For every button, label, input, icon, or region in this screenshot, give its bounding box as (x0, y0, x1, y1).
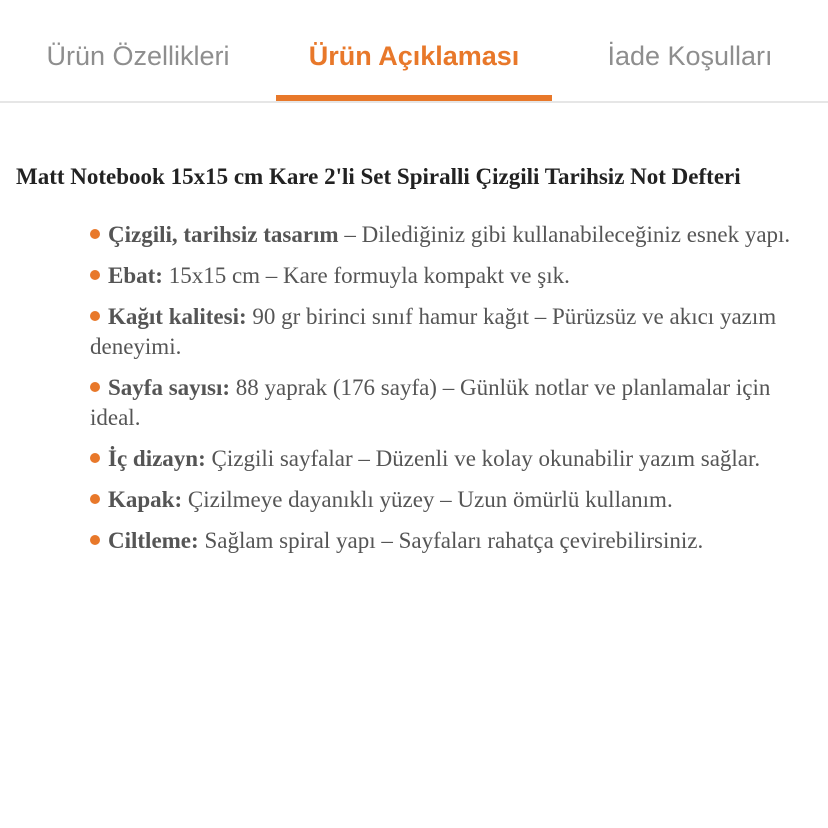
tab-product-description[interactable]: Ürün Açıklaması (308, 41, 520, 71)
feature-text: 90 gr birinci sınıf hamur kağıt – Pürüzsüz ve akıcı yazım deneyimi. (90, 304, 777, 359)
feature-text: – Dilediğiniz gibi kullanabileceğiniz esnek yapı. (338, 222, 791, 247)
bullet-dot-icon (90, 270, 100, 280)
feature-label: Sayfa sayısı: (108, 375, 231, 400)
list-item (90, 302, 816, 362)
list-item (90, 444, 816, 474)
feature-label: Ciltleme: (108, 528, 199, 553)
bullet-dot-icon (90, 382, 100, 392)
list-item (90, 485, 816, 515)
feature-label: Çizgili, tarihsiz tasarım (108, 222, 339, 247)
tab-bar (0, 0, 828, 103)
feature-label: Kapak: (108, 487, 183, 512)
list-item (90, 526, 816, 556)
bullet-dot-icon (90, 229, 100, 239)
bullet-dot-icon (90, 494, 100, 504)
list-item (90, 261, 816, 291)
feature-text: 15x15 cm – Kare formuyla kompakt ve şık. (162, 263, 570, 288)
feature-label: İç dizayn: (108, 446, 206, 471)
description-content (16, 162, 816, 567)
feature-label: Ebat: (108, 263, 163, 288)
tab-product-features[interactable]: Ürün Özellikleri (46, 41, 230, 71)
feature-text: Çizilmeye dayanıklı yüzey – Uzun ömürlü kullanım. (182, 487, 673, 512)
tab-return-conditions[interactable]: İade Koşulları (607, 41, 773, 71)
feature-list (16, 220, 816, 556)
active-tab-indicator (276, 95, 552, 101)
feature-text: 88 yaprak (176 sayfa) – Günlük notlar ve planlamalar için ideal. (90, 375, 771, 430)
feature-label: Kağıt kalitesi: (108, 304, 247, 329)
feature-text: Sağlam spiral yapı – Sayfaları rahatça çevirebilirsiniz. (198, 528, 704, 553)
list-item (90, 220, 816, 250)
list-item (90, 373, 816, 433)
product-title: Matt Notebook 15x15 cm Kare 2'li Set Spiralli Çizgili Tarihsiz Not Defteri (16, 164, 741, 189)
bullet-dot-icon (90, 535, 100, 545)
bullet-dot-icon (90, 453, 100, 463)
bullet-dot-icon (90, 311, 100, 321)
feature-text: Çizgili sayfalar – Düzenli ve kolay okunabilir yazım sağlar. (205, 446, 761, 471)
